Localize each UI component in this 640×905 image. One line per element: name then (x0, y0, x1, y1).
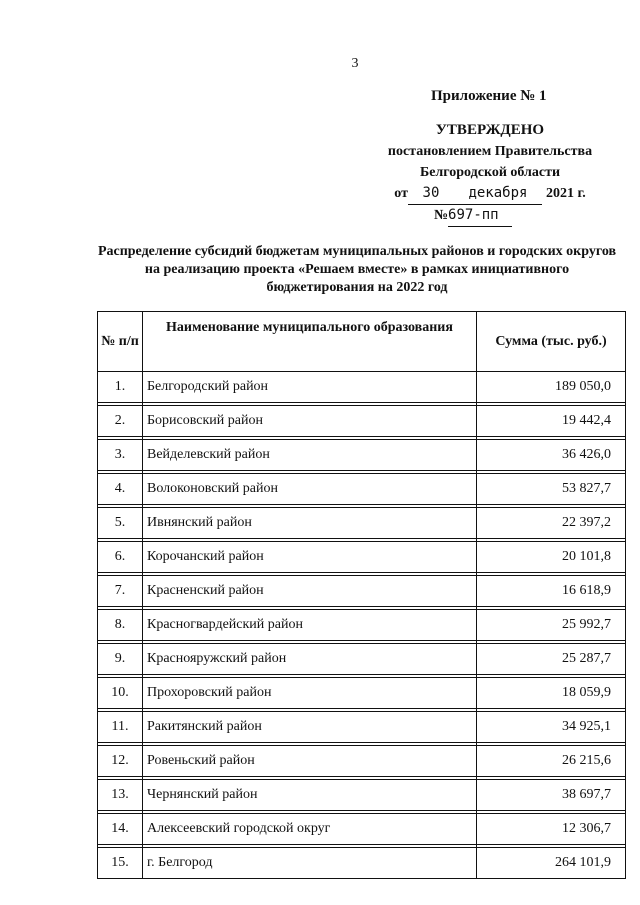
row-name: Белгородский район (143, 372, 477, 403)
row-num: 4. (98, 474, 143, 505)
approval-number (336, 205, 610, 227)
table-row (98, 712, 626, 743)
approval-line-2: Белгородской области (419, 165, 561, 180)
row-name: Алексеевский городской округ (143, 814, 477, 845)
document-title: Распределение субсидий бюджетам муниципальных районов и городских округов на реализацию проекта «Решаем вместе» в рамках инициативного бюджетирования на 2022 год (97, 244, 617, 295)
row-num: 10. (98, 678, 143, 709)
table-row (98, 814, 626, 845)
row-name: Краснояружский район (143, 644, 477, 675)
row-num: 14. (98, 814, 143, 845)
row-sum: 36 426,0 (477, 440, 626, 471)
table-header-row (98, 312, 626, 372)
row-num: 6. (98, 542, 143, 573)
table-row (98, 508, 626, 539)
header-num: № п/п (98, 312, 143, 372)
row-name: Корочанский район (143, 542, 477, 573)
table-row (98, 610, 626, 641)
row-num: 13. (98, 780, 143, 811)
table-row (98, 372, 626, 403)
table-row (98, 780, 626, 811)
number-value: 697-пп (448, 205, 512, 227)
row-num: 2. (98, 406, 143, 437)
row-sum: 189 050,0 (477, 372, 626, 403)
row-name: Волоконовский район (143, 474, 477, 505)
row-name: г. Белгород (143, 848, 477, 879)
row-name: Красненский район (143, 576, 477, 607)
date-day: 30 (408, 183, 454, 205)
approval-date (370, 183, 610, 205)
header-sum: Сумма (тыс. руб.) (477, 312, 626, 372)
approval-line-1: постановлением Правительства (387, 144, 593, 159)
table-row (98, 406, 626, 437)
table-row (98, 746, 626, 777)
table-row (98, 474, 626, 505)
row-num: 1. (98, 372, 143, 403)
header-name: Наименование муниципального образования (143, 312, 477, 372)
row-sum: 26 215,6 (477, 746, 626, 777)
table-body (98, 372, 626, 879)
row-sum: 38 697,7 (477, 780, 626, 811)
row-sum: 34 925,1 (477, 712, 626, 743)
approval-block (370, 120, 610, 227)
date-prefix: от (394, 186, 408, 201)
row-sum: 53 827,7 (477, 474, 626, 505)
subsidy-table (97, 311, 626, 879)
row-sum: 25 287,7 (477, 644, 626, 675)
row-sum: 20 101,8 (477, 542, 626, 573)
table-row (98, 542, 626, 573)
row-name: Прохоровский район (143, 678, 477, 709)
number-prefix: № (433, 208, 449, 223)
row-num: 12. (98, 746, 143, 777)
appendix-label: Приложение № 1 (431, 88, 547, 104)
row-name: Чернянский район (143, 780, 477, 811)
row-sum: 19 442,4 (477, 406, 626, 437)
table-row (98, 644, 626, 675)
row-num: 11. (98, 712, 143, 743)
row-name: Вейделевский район (143, 440, 477, 471)
row-name: Ракитянский район (143, 712, 477, 743)
table-row (98, 848, 626, 879)
row-name: Ивнянский район (143, 508, 477, 539)
approval-heading: УТВЕРЖДЕНО (435, 122, 545, 138)
row-num: 8. (98, 610, 143, 641)
row-sum: 16 618,9 (477, 576, 626, 607)
row-sum: 25 992,7 (477, 610, 626, 641)
row-sum: 18 059,9 (477, 678, 626, 709)
row-name: Ровеньский район (143, 746, 477, 777)
row-num: 5. (98, 508, 143, 539)
row-sum: 264 101,9 (477, 848, 626, 879)
table-row (98, 678, 626, 709)
row-num: 9. (98, 644, 143, 675)
row-name: Красногвардейский район (143, 610, 477, 641)
table-row (98, 440, 626, 471)
date-month: декабря (454, 183, 542, 205)
table-row (98, 576, 626, 607)
row-sum: 12 306,7 (477, 814, 626, 845)
page-number: 3 (351, 56, 359, 71)
row-num: 3. (98, 440, 143, 471)
row-sum: 22 397,2 (477, 508, 626, 539)
row-name: Борисовский район (143, 406, 477, 437)
row-num: 15. (98, 848, 143, 879)
row-num: 7. (98, 576, 143, 607)
date-year: 2021 г. (545, 186, 586, 201)
